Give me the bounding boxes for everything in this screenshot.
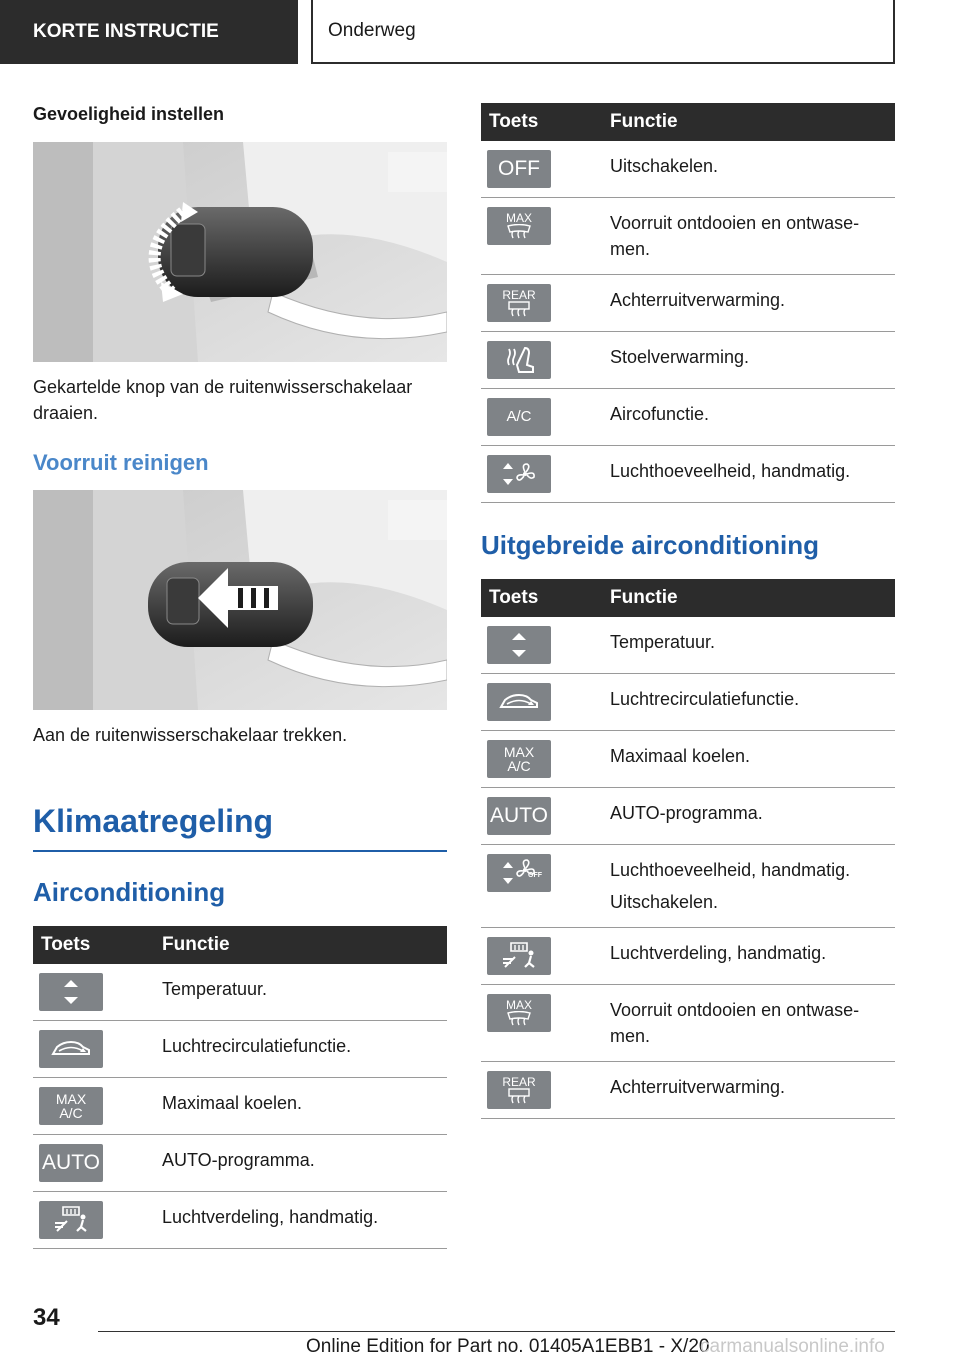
icon-label: MAX	[503, 744, 535, 760]
climate-heading: Klimaatregeling	[33, 798, 447, 852]
table-row	[481, 275, 895, 332]
ac-table-continued-col-key: Toets	[481, 103, 610, 141]
function-text: Luchtrecirculatiefunctie.	[610, 689, 800, 709]
extended-ac-table-col-function: Functie	[610, 579, 895, 617]
header-chapter-title: Onderweg	[328, 20, 416, 41]
seat-heating-icon	[487, 341, 551, 379]
icon-label: OFF	[528, 872, 542, 879]
ac-icon	[487, 398, 551, 436]
wiper-pull-photo	[33, 490, 447, 710]
ac-table-continued	[481, 103, 895, 503]
icon-label: REAR	[502, 1075, 536, 1089]
header-chapter-tab	[311, 0, 895, 64]
function-text: Luchtverdeling, handmatig.	[610, 943, 827, 963]
temperature-arrows-icon	[487, 626, 551, 664]
table-row	[33, 964, 447, 1021]
icon-label: REAR	[502, 288, 536, 302]
temperature-arrows-icon	[39, 973, 103, 1011]
max-ac-icon	[487, 740, 551, 778]
function-text: Luchtrecirculatiefunctie.	[162, 1036, 352, 1056]
extended-ac-table-col-key: Toets	[481, 579, 610, 617]
table-row	[481, 332, 895, 389]
icon-label: A/C	[506, 408, 532, 425]
icon-label: MAX	[505, 211, 532, 225]
table-row	[481, 1062, 895, 1119]
fan-icon	[487, 455, 551, 493]
left-column	[33, 100, 447, 1249]
table-row	[481, 928, 895, 985]
function-text: Maximaal koelen.	[610, 746, 751, 766]
function-text: Achterruitverwarming.	[610, 1077, 786, 1097]
table-row	[481, 389, 895, 446]
table-row	[33, 1192, 447, 1249]
function-text: Voorruit ontdooien en ontwase-men.	[610, 213, 860, 259]
table-row	[481, 731, 895, 788]
table-row	[481, 674, 895, 731]
function-text: Maximaal koelen.	[162, 1093, 303, 1113]
clean-title: Voorruit reinigen	[33, 450, 209, 475]
ac-heading: Airconditioning	[33, 877, 226, 907]
max-ac-icon	[39, 1087, 103, 1125]
table-row	[481, 985, 895, 1062]
ac-table-col-key: Toets	[33, 926, 162, 964]
footer-divider	[98, 1331, 895, 1332]
function-text: Temperatuur.	[610, 632, 716, 652]
extended-ac-heading: Uitgebreide airconditioning	[481, 530, 820, 560]
right-column	[481, 103, 895, 1119]
function-text: Stoelverwarming.	[610, 347, 750, 367]
rear-defrost-icon	[487, 1071, 551, 1109]
table-row	[481, 141, 895, 198]
table-row	[481, 446, 895, 503]
table-row	[481, 617, 895, 674]
function-text: Luchtverdeling, handmatig.	[162, 1207, 379, 1227]
icon-label: MAX	[55, 1091, 87, 1107]
sensitivity-title: Gevoeligheid instellen	[33, 104, 225, 124]
air-distribution-icon	[487, 937, 551, 975]
sensitivity-caption: Gekartelde knop van de ruitenwisserschakelaar draaien.	[33, 377, 413, 423]
rear-defrost-icon	[487, 284, 551, 322]
extended-ac-table	[481, 579, 895, 1119]
ac-table-continued-col-function: Functie	[610, 103, 895, 141]
function-text: Luchthoeveelheid, handmatig.	[610, 461, 851, 481]
page-number: 34	[33, 1304, 60, 1331]
ac-table-col-function: Functie	[162, 926, 447, 964]
clean-caption: Aan de ruitenwisserschakelaar trekken.	[33, 725, 348, 745]
function-text: Aircofunctie.	[610, 404, 710, 424]
watermark-text: carmanualsonline.info	[700, 1336, 885, 1357]
ac-table	[33, 926, 447, 1249]
table-row	[481, 198, 895, 275]
table-row	[481, 788, 895, 845]
header-section-tab	[0, 0, 298, 64]
function-text: Uitschakelen.	[610, 156, 719, 176]
max-defrost-icon	[487, 207, 551, 245]
function-text: AUTO-programma.	[162, 1150, 315, 1170]
function-text: Uitschakelen.	[610, 892, 719, 912]
air-distribution-icon	[39, 1201, 103, 1239]
function-text: Temperatuur.	[162, 979, 268, 999]
max-defrost-icon	[487, 994, 551, 1032]
table-row	[33, 1135, 447, 1192]
icon-label: MAX	[505, 998, 532, 1012]
auto-icon	[487, 797, 551, 835]
function-text: AUTO-programma.	[610, 803, 763, 823]
function-text: Voorruit ontdooien en ontwase-men.	[610, 1000, 860, 1046]
recirculation-car-icon	[39, 1030, 103, 1068]
recirculation-car-icon	[487, 683, 551, 721]
icon-label: A/C	[507, 758, 531, 774]
wiper-knob-photo	[33, 142, 447, 362]
fan-off-icon	[487, 854, 551, 892]
table-row	[33, 1021, 447, 1078]
function-text: Luchthoeveelheid, handmatig.	[610, 860, 851, 880]
function-text: Achterruitverwarming.	[610, 290, 786, 310]
off-icon	[487, 150, 551, 188]
icon-label: AUTO	[42, 1151, 100, 1174]
icon-label: OFF	[498, 157, 540, 180]
table-row	[33, 1078, 447, 1135]
icon-label: AUTO	[490, 804, 548, 827]
edition-text: Online Edition for Part no. 01405A1EBB1 - X/20	[306, 1336, 710, 1357]
auto-icon	[39, 1144, 103, 1182]
header-section-title: KORTE INSTRUCTIE	[33, 21, 219, 42]
icon-label: A/C	[59, 1105, 83, 1121]
table-row	[481, 845, 895, 928]
